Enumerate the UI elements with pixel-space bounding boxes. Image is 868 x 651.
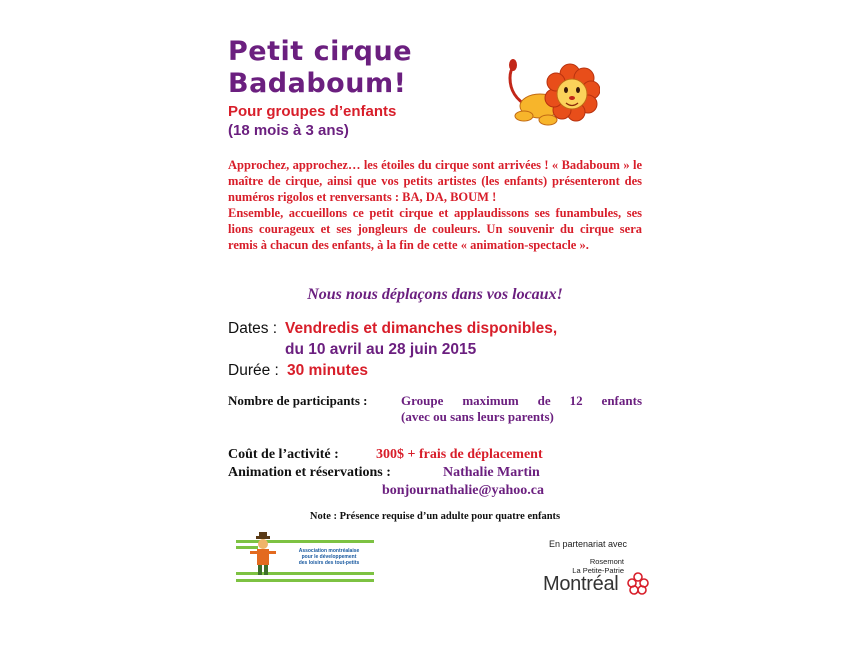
contact-label: Animation et réservations : [228,465,391,480]
montreal-wordmark: Montréal [543,573,619,595]
participants-label: Nombre de participants : [228,393,368,408]
cost-label: Coût de l’activité : [228,447,339,462]
duration-value: 30 minutes [287,362,368,379]
dates-line1: Vendredis et dimanches disponibles, [285,320,558,337]
montreal-rosette-icon [627,572,649,596]
note: Note : Présence requise d’un adulte pour quatre enfants [309,511,561,522]
tagline: Nous nous déplaçons dans vos locaux! [307,286,563,303]
association-logo [236,532,376,584]
lion-illustration [498,54,600,130]
title-line1: Petit cirque [228,36,413,67]
borough-line2: La Petite-Patrie [572,566,624,575]
dates-label: Dates : [228,320,278,337]
contact-name: Nathalie Martin [443,465,540,480]
partner-label: En partenariat avec [548,539,628,549]
intro-paragraph-2: Ensemble, accueillons ce petit cirque et applaudissons ses funambules, ses lions courageux et ses jongleurs de couleurs. Un souvenir du cirque sera remis à chacun des enfants, à la fin de cette « animation-spectacle ». [228,206,642,252]
borough-line1: Rosemont [589,557,624,566]
cost-value: 300$ + frais de déplacement [376,447,543,462]
page-title [228,36,412,100]
association-line2: pour le développement [301,554,357,560]
association-line1: Association montréalaise [298,548,360,554]
duration-label: Durée : [228,362,279,379]
association-text [282,548,376,566]
intro-text [228,157,642,253]
subtitle-line1: Pour groupes d’enfants [228,103,397,120]
intro-paragraph-1: Approchez, approchez… les étoiles du cirque sont arrivées ! « Badaboum » le maître de cirque, ainsi que vos petits artistes (les enfants) présenteront des numéros rigolos et renversants : BA, DA, BOUM ! [228,158,642,204]
contact-email[interactable]: bonjournathalie@yahoo.ca [382,483,544,498]
subtitle-line2: (18 mois à 3 ans) [228,122,349,139]
participants-line1: Groupe maximum de 12 enfants [401,393,642,408]
dates-line2: du 10 avril au 28 juin 2015 [285,341,477,358]
association-line3: des loisirs des tout-petits [298,560,360,566]
title-line2: Badaboum! [228,68,407,99]
participants-line2: (avec ou sans leurs parents) [401,409,554,424]
